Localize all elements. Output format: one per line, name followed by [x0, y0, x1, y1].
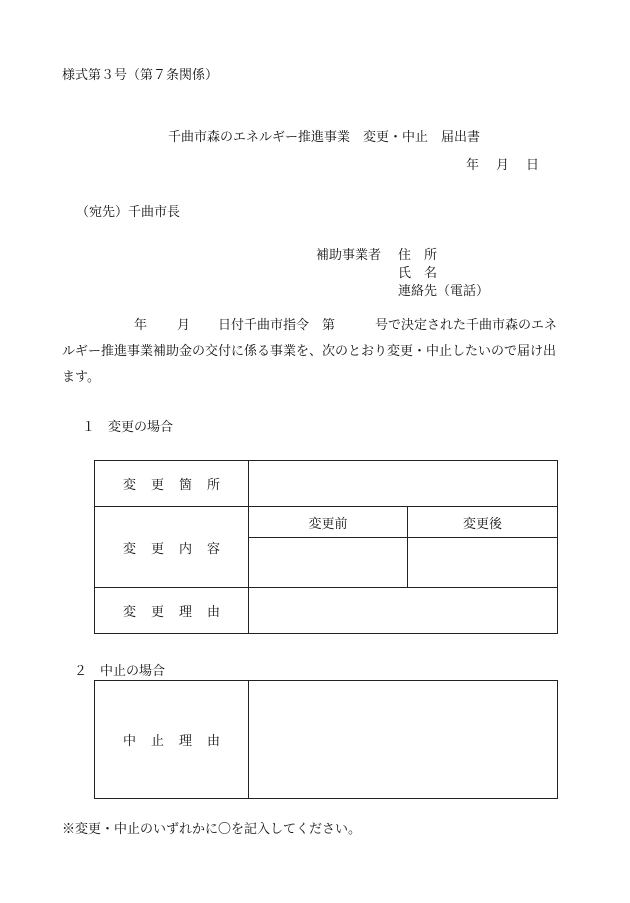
- date-month: 月: [496, 158, 510, 173]
- date-line: [466, 154, 539, 173]
- applicant-contact-label: 連絡先（電話）: [398, 284, 490, 299]
- para-month: 月: [177, 318, 191, 333]
- cancel-table: [94, 680, 558, 799]
- para-year: 年: [134, 318, 148, 333]
- applicant-label: 補助事業者: [316, 248, 382, 263]
- applicant-name-label: 氏 名: [398, 266, 438, 281]
- before-change-header: 変更前: [249, 507, 408, 538]
- date-day: 日: [526, 158, 540, 173]
- cancel-reason-label: 中止理由: [95, 681, 249, 799]
- change-location-field[interactable]: [249, 461, 558, 507]
- change-content-label: 変更内容: [95, 507, 249, 588]
- after-change-field[interactable]: [408, 538, 558, 588]
- para-directive: 日付千曲市指令 第: [218, 318, 336, 333]
- cancel-reason-field[interactable]: [249, 681, 558, 799]
- section1-heading: １ 変更の場合: [82, 420, 174, 435]
- change-reason-label: 変更理由: [95, 588, 249, 634]
- form-number: 様式第３号（第７条関係）: [62, 68, 219, 83]
- before-change-field[interactable]: [249, 538, 408, 588]
- para-body: 号で決定された千曲市森のエネルギー推進事業補助金の交付に係る事業を、次のとおり変更・中止したいので届け出ます。: [62, 318, 558, 385]
- addressee: （宛先）千曲市長: [76, 205, 181, 220]
- footnote: ※変更・中止のいずれかに〇を記入してください。: [62, 822, 362, 837]
- document-title: 千曲市森のエネルギー推進事業 変更・中止 届出書: [167, 130, 480, 145]
- after-change-header: 変更後: [408, 507, 558, 538]
- applicant-address-label: 住 所: [398, 248, 438, 263]
- body-paragraph: [62, 313, 567, 391]
- change-location-label: 変更箇所: [95, 461, 249, 507]
- date-year: 年: [466, 158, 480, 173]
- change-table: [94, 460, 558, 634]
- change-reason-field[interactable]: [249, 588, 558, 634]
- section2-heading: ２ 中止の場合: [74, 664, 166, 679]
